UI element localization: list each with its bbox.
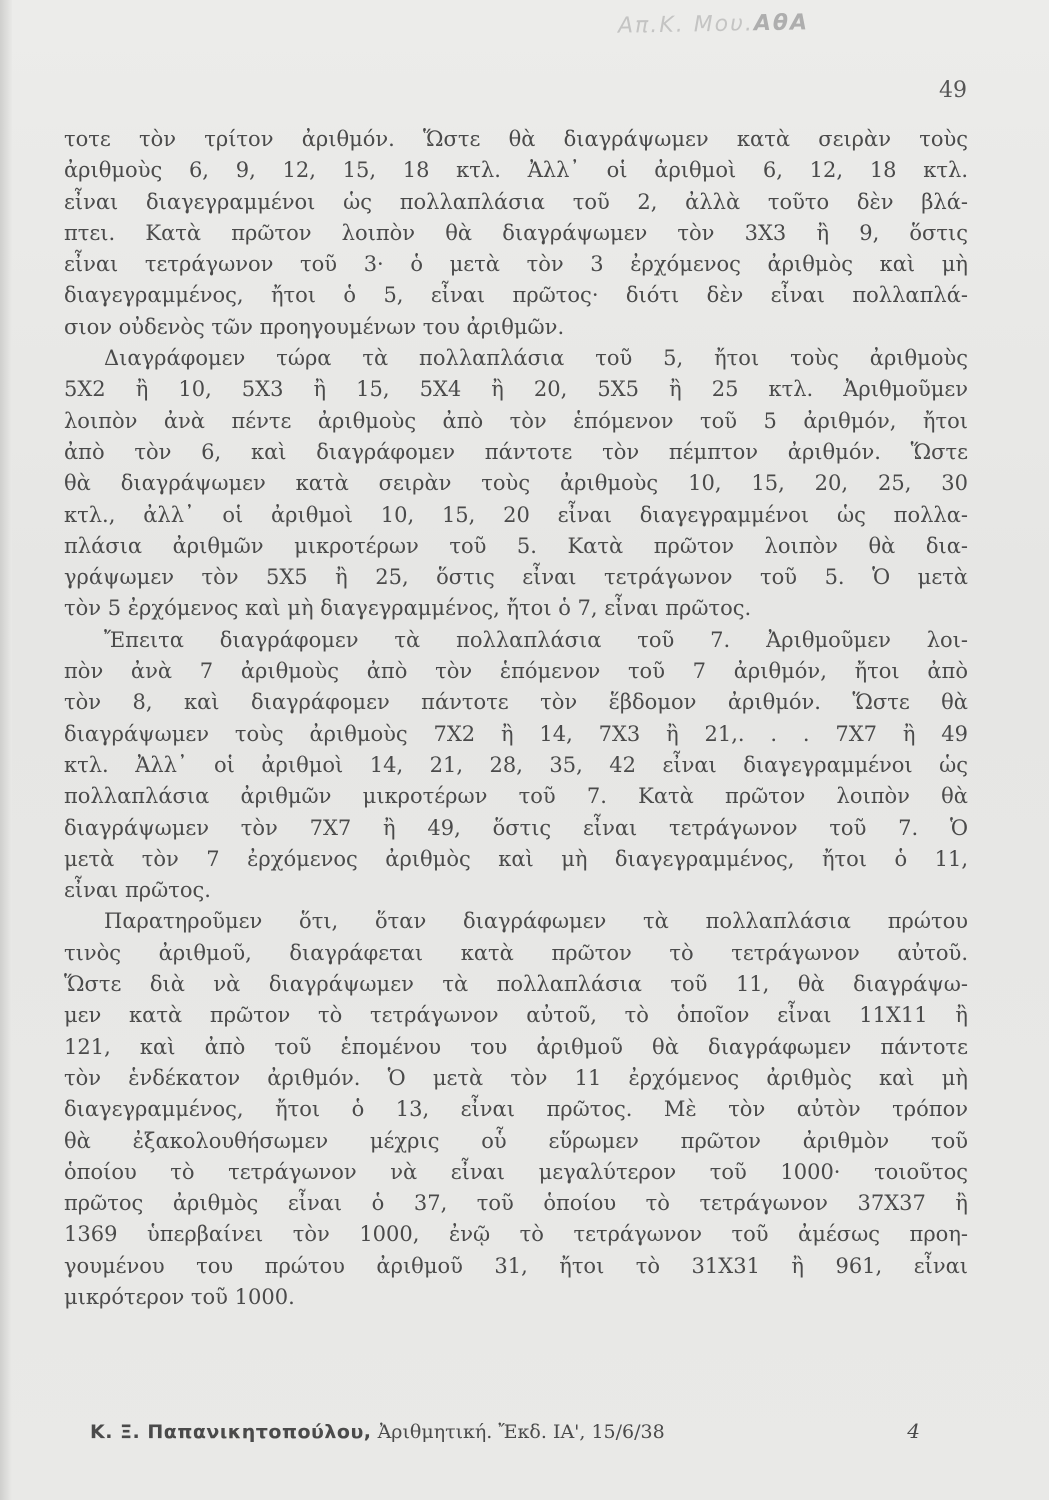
handwriting-bold: ΑθΑ	[753, 10, 810, 37]
text-line: μεν κατὰ πρῶτον τὸ τετράγωνον αὐτοῦ, τὸ ὁποῖον εἶναι 11X11 ἢ	[64, 1003, 968, 1028]
page-binding-shadow	[0, 0, 12, 1500]
text-line: τὸν 5 ἐρχόμενος καὶ μὴ διαγεγραμμένος, ἤτοι ὁ 7, εἶναι πρῶτος.	[64, 596, 752, 621]
text-line: διαγράψωμεν τοὺς ἀριθμοὺς 7X2 ἢ 14, 7X3 ἢ 21,. . . 7X7 ἢ 49	[64, 721, 968, 746]
text-line: εἶναι τετράγωνον τοῦ 3· ὁ μετὰ τὸν 3 ἐρχόμενος ἀριθμὸς καὶ μὴ	[64, 252, 968, 277]
text-line: τοτε τὸν τρίτον ἀριθμόν. Ὥστε θὰ διαγράψωμεν κατὰ σειρὰν τοὺς	[64, 127, 968, 151]
body-text	[64, 124, 968, 1313]
footer-signature-mark: 4	[907, 1419, 920, 1443]
text-line: ἀριθμοὺς 6, 9, 12, 15, 18 κτλ. Ἀλλ᾽ οἱ ἀριθμοὶ 6, 12, 18 κτλ.	[64, 158, 968, 183]
text-line: διαγεγραμμένος, ἤτοι ὁ 13, εἶναι πρῶτος. Μὲ τὸν αὐτὸν τρόπον	[64, 1097, 968, 1122]
text-line: Διαγράφομεν τώρα τὰ πολλαπλάσια τοῦ 5, ἤτοι τοὺς ἀριθμοὺς	[104, 346, 968, 371]
handwritten-annotation: Απ.Κ. Μου.ΑθΑ	[617, 10, 810, 39]
text-line: τὸν ἑνδέκατον ἀριθμόν. Ὁ μετὰ τὸν 11 ἐρχόμενος ἀριθμὸς καὶ μὴ	[64, 1065, 968, 1090]
footer-author: Κ. Ξ. Παπανικητοπούλου,	[90, 1421, 372, 1443]
text-line: Παρατηροῦμεν ὅτι, ὅταν διαγράφωμεν τὰ πολλαπλάσια πρώτου	[104, 909, 968, 934]
text-line: εἶναι διαγεγραμμένοι ὡς πολλαπλάσια τοῦ 2, ἀλλὰ τοῦτο δὲν βλά-	[64, 189, 968, 214]
page-footer	[90, 1419, 920, 1443]
text-line: 121, καὶ ἀπὸ τοῦ ἑπομένου του ἀριθμοῦ θὰ διαγράφωμεν πάντοτε	[64, 1034, 968, 1059]
text-line: πρῶτος ἀριθμὸς εἶναι ὁ 37, τοῦ ὁποίου τὸ τετράγωνον 37X37 ἢ	[64, 1191, 968, 1216]
text-line: γουμένου του πρώτου ἀριθμοῦ 31, ἤτοι τὸ 31X31 ἢ 961, εἶναι	[64, 1253, 968, 1278]
paragraph	[64, 343, 968, 625]
text-line: Ὥστε διὰ νὰ διαγράψωμεν τὰ πολλαπλάσια τοῦ 11, θὰ διαγράψω-	[64, 972, 968, 997]
text-line: διαγεγραμμένος, ἤτοι ὁ 5, εἶναι πρῶτος· διότι δὲν εἶναι πολλαπλά-	[64, 283, 968, 308]
text-line: 1369 ὑπερβαίνει τὸν 1000, ἐνῷ τὸ τετράγωνον τοῦ ἀμέσως προη-	[64, 1222, 968, 1247]
text-line: λοιπὸν ἀνὰ πέντε ἀριθμοὺς ἀπὸ τὸν ἑπόμενον τοῦ 5 ἀριθμόν, ἤτοι	[64, 408, 968, 433]
text-line: εἶναι πρῶτος.	[64, 878, 211, 903]
text-line: γράψωμεν τὸν 5X5 ἢ 25, ὅστις εἶναι τετράγωνον τοῦ 5. Ὁ μετὰ	[64, 565, 968, 590]
text-line: πολλαπλάσια ἀριθμῶν μικροτέρων τοῦ 7. Κατὰ πρῶτον λοιπὸν θὰ	[64, 784, 968, 809]
text-line: 5X2 ἢ 10, 5X3 ἢ 15, 5X4 ἢ 20, 5X5 ἢ 25 κτλ. Ἀριθμοῦμεν	[64, 377, 968, 402]
text-line: σιον οὐδενὸς τῶν προηγουμένων του ἀριθμῶν.	[64, 314, 565, 339]
text-line: Ἔπειτα διαγράφομεν τὰ πολλαπλάσια τοῦ 7. Ἀριθμοῦμεν λοι-	[104, 627, 968, 652]
text-line: πλάσια ἀριθμῶν μικροτέρων τοῦ 5. Κατὰ πρῶτον λοιπὸν θὰ δια-	[64, 533, 968, 558]
paragraph	[64, 625, 968, 907]
text-line: διαγράψωμεν τὸν 7X7 ἢ 49, ὅστις εἶναι τετράγωνον τοῦ 7. Ὁ	[64, 815, 968, 840]
text-line: θὰ διαγράψωμεν κατὰ σειρὰν τοὺς ἀριθμοὺς 10, 15, 20, 25, 30	[64, 471, 968, 496]
text-line: πτει. Κατὰ πρῶτον λοιπὸν θὰ διαγράψωμεν τὸν 3X3 ἢ 9, ὅστις	[64, 220, 968, 245]
paragraph	[64, 124, 968, 343]
handwriting-faint: Απ.Κ. Μου	[617, 11, 746, 39]
text-line: τὸν 8, καὶ διαγράφομεν πάντοτε τὸν ἕβδομον ἀριθμόν. Ὥστε θὰ	[64, 690, 968, 715]
text-line: μετὰ τὸν 7 ἐρχόμενος ἀριθμὸς καὶ μὴ διαγεγραμμένος, ἤτοι ὁ 11,	[64, 846, 968, 871]
text-line: κτλ. Ἀλλ᾽ οἱ ἀριθμοὶ 14, 21, 28, 35, 42 εἶναι διαγεγραμμένοι ὡς	[64, 752, 968, 777]
text-line: ὁποίου τὸ τετράγωνον νὰ εἶναι μεγαλύτερον τοῦ 1000· τοιοῦτος	[64, 1159, 968, 1184]
text-line: θὰ ἐξακολουθήσωμεν μέχρις οὗ εὕρωμεν πρῶτον ἀριθμὸν τοῦ	[64, 1128, 968, 1153]
paragraph	[64, 906, 968, 1313]
text-line: πὸν ἀνὰ 7 ἀριθμοὺς ἀπὸ τὸν ἑπόμενον τοῦ 7 ἀριθμόν, ἤτοι ἀπὸ	[64, 659, 968, 684]
text-line: τινὸς ἀριθμοῦ, διαγράφεται κατὰ πρῶτον τὸ τετράγωνον αὐτοῦ.	[64, 940, 968, 965]
text-line: ἀπὸ τὸν 6, καὶ διαγράφομεν πάντοτε τὸν πέμπτον ἀριθμόν. Ὥστε	[64, 439, 968, 464]
footer-book-info: Ἀριθμητική. Ἔκδ. ΙΑ', 15/6/38	[377, 1421, 665, 1443]
page-number: 49	[939, 78, 967, 103]
text-line: κτλ., ἀλλ᾽ οἱ ἀριθμοὶ 10, 15, 20 εἶναι διαγεγραμμένοι ὡς πολλα-	[64, 502, 968, 527]
text-line: μικρότερον τοῦ 1000.	[64, 1284, 295, 1309]
